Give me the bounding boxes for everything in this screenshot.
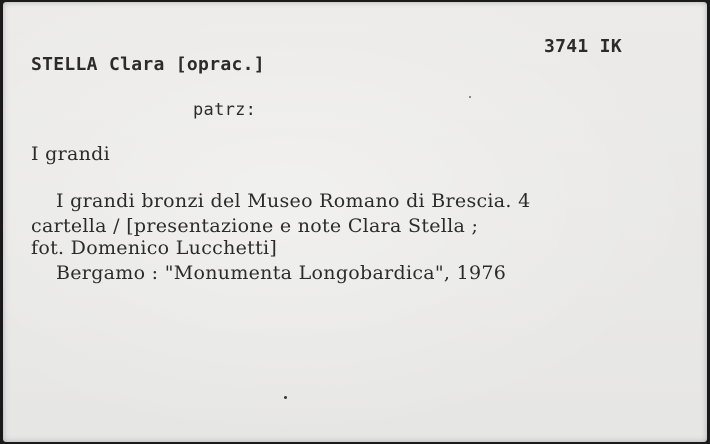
description-line-4: Bergamo : "Monumenta Longobardica", 1976 bbox=[56, 262, 507, 284]
dust-speck bbox=[284, 396, 287, 399]
description-line-3: fot. Domenico Lucchetti] bbox=[31, 237, 278, 259]
catalog-card bbox=[3, 2, 707, 442]
title-entry: I grandi bbox=[31, 143, 110, 165]
dust-speck bbox=[469, 96, 471, 98]
author-heading: STELLA Clara [oprac.] bbox=[31, 54, 265, 75]
see-reference: patrz: bbox=[193, 100, 257, 120]
description-line-1: I grandi bronzi del Museo Romano di Brescia. 4 bbox=[56, 190, 531, 212]
call-number: 3741 IK bbox=[544, 36, 622, 57]
description-line-2: cartella / [presentazione e note Clara Stella ; bbox=[31, 215, 479, 237]
